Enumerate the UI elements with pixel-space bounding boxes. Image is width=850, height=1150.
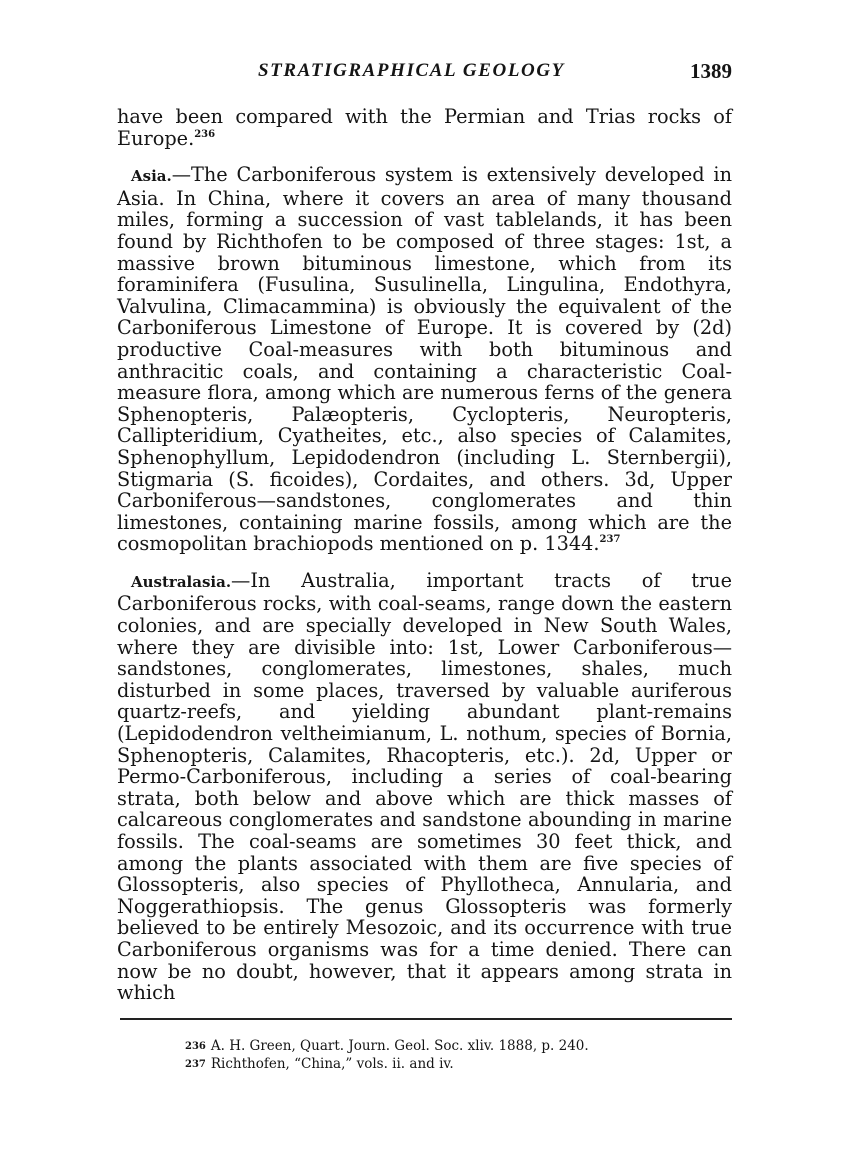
footnote-number: 237 bbox=[185, 1059, 206, 1070]
paragraph-text: —In Australia, important tracts of true Carboniferous rocks, with coal-seams, range down the eastern colonies, and are specially developed in New South Wales, where they are divisible into: 1st, Lower Carboniferous—sandstones, conglomerates, limestones, shales, much disturbed in some places, traversed by valuable auriferous quartz-reefs, and yielding abundant plant-remains (Lepidodendron veltheimianum, L. nothum, species of Bornia, Sphenopteris, Calamites, Rhacopteris, etc.). 2d, Upper or Permo-Carboniferous, including a series of coal-bearing strata, both below and above which are thick masses of calcareous conglomerates and sandstone abounding in marine fossils. The coal-seams are sometimes 30 feet thick, and among the plants associated with them are five species of Glossopteris, also species of Phyllotheca, Annularia, and Noggerathiopsis. The genus Glossopteris was formerly believed to be entirely Mesozoic, and its occurrence with true Carboniferous organisms was for a time denied. There can now be no doubt, however, that it appears among strata in which bbox=[117, 568, 732, 1005]
footnote-text: A. H. Green, Quart. Journ. Geol. Soc. xliv. 1888, p. 240. bbox=[210, 1038, 589, 1054]
paragraph-asia bbox=[117, 164, 732, 555]
footnote-text: Richthofen, “China,” vols. ii. and iv. bbox=[210, 1056, 454, 1072]
section-lead-asia: Asia. bbox=[131, 167, 172, 186]
paragraph-text: have been compared with the Permian and Trias rocks of Europe. bbox=[117, 105, 732, 150]
page-number: 1389 bbox=[690, 59, 732, 83]
footnote-item bbox=[185, 1038, 725, 1056]
paragraph-australasia bbox=[117, 570, 732, 1004]
footnote-number: 236 bbox=[185, 1041, 206, 1052]
footnote-item bbox=[185, 1056, 725, 1074]
paragraph-continuation bbox=[117, 106, 732, 149]
footnote-ref: 236 bbox=[194, 128, 216, 140]
footnotes bbox=[185, 1038, 725, 1074]
paragraph-text: —The Carboniferous system is extensively developed in Asia. In China, where it covers an area of many thousand miles, forming a succession of vast tablelands, it has been found by Richthofen to be composed of three stages: 1st, a massive brown bituminous limestone, which from its foraminifera (Fusulina, Susulinella, Lingulina, Endothyra, Valvulina, Climacammina) is obviously the equivalent of the Carboniferous Limestone of Europe. It is covered by (2d) productive Coal-measures with both bituminous and anthracitic coals, and containing a characteristic Coal-measure flora, among which are numerous ferns of the genera Sphenopteris, Palæopteris, Cyclopteris, Neuropteris, Callipteridium, Cyatheites, etc., also species of Calamites, Sphenophyllum, Lepidodendron (including L. Sternbergii), Stigmaria (S. ficoides), Cordaites, and others. 3d, Upper Carboniferous—sandstones, conglomerates and thin limestones, containing marine fossils, among which are the cosmopolitan brachiopods mentioned on p. 1344. bbox=[117, 163, 732, 556]
running-title: STRATIGRAPHICAL GEOLOGY bbox=[258, 60, 565, 81]
footnote-ref: 237 bbox=[599, 534, 621, 546]
body-text bbox=[117, 106, 732, 1004]
footnote-divider bbox=[120, 1018, 732, 1020]
page-header bbox=[118, 60, 732, 90]
section-lead-australasia: Australasia. bbox=[131, 572, 232, 591]
